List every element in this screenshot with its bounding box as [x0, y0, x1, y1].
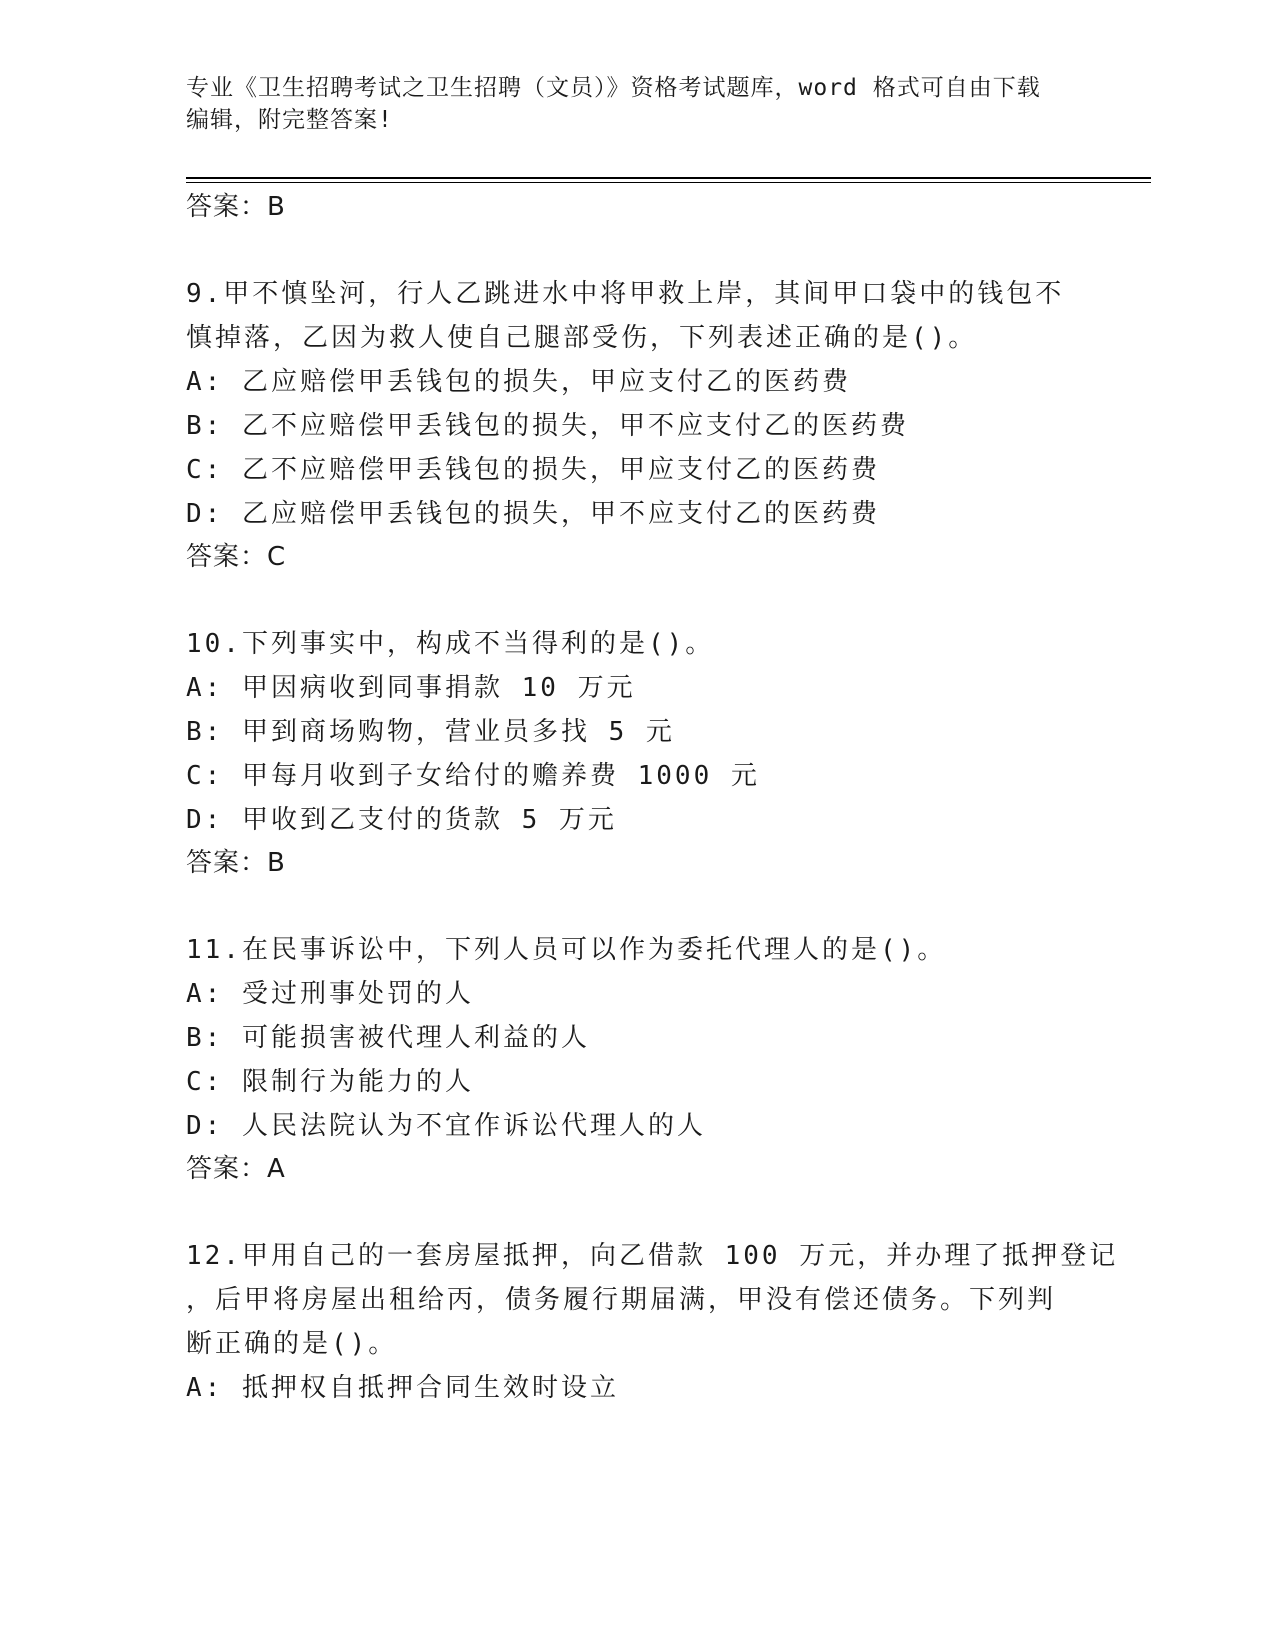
answer-previous: 答案：B — [186, 192, 286, 222]
header-rule-thin — [186, 182, 1151, 183]
answer: 答案：C — [186, 542, 287, 572]
header-rule-thick — [186, 177, 1151, 179]
header-line-1: 专业《卫生招聘考试之卫生招聘（文员）》资格考试题库，word 格式可自由下载 — [186, 75, 1041, 101]
option-c: C: 乙不应赔偿甲丢钱包的损失，甲应支付乙的医药费 — [186, 455, 880, 485]
option-a: A: 受过刑事处罚的人 — [186, 979, 474, 1009]
question-stem-line: ，后甲将房屋出租给丙，债务履行期届满，甲没有偿还债务。下列判 — [186, 1285, 1057, 1315]
page-header — [186, 72, 1086, 136]
option-d: D: 甲收到乙支付的货款 5 万元 — [186, 805, 617, 835]
option-a: A: 甲因病收到同事捐款 10 万元 — [186, 673, 636, 703]
question-stem-line: 10.下列事实中，构成不当得利的是()。 — [186, 629, 715, 659]
answer: 答案：B — [186, 848, 286, 878]
option-d: D: 人民法院认为不宜作诉讼代理人的人 — [186, 1111, 706, 1141]
option-d: D: 乙应赔偿甲丢钱包的损失，甲不应支付乙的医药费 — [186, 499, 880, 529]
question-stem-line: 9.甲不慎坠河，行人乙跳进水中将甲救上岸，其间甲口袋中的钱包不 — [186, 279, 1065, 309]
option-c: C: 限制行为能力的人 — [186, 1067, 474, 1097]
option-a: A: 乙应赔偿甲丢钱包的损失，甲应支付乙的医药费 — [186, 367, 851, 397]
option-b: B: 可能损害被代理人利益的人 — [186, 1023, 590, 1053]
option-c: C: 甲每月收到子女给付的赡养费 1000 元 — [186, 761, 760, 791]
question-stem-line: 12.甲用自己的一套房屋抵押，向乙借款 100 万元，并办理了抵押登记 — [186, 1241, 1119, 1271]
question-stem-line: 断正确的是()。 — [186, 1329, 398, 1359]
answer: 答案：A — [186, 1154, 286, 1184]
option-b: B: 甲到商场购物，营业员多找 5 元 — [186, 717, 675, 747]
header-line-2: 编辑，附完整答案! — [186, 107, 393, 133]
question-stem-line: 11.在民事诉讼中，下列人员可以作为委托代理人的是()。 — [186, 935, 947, 965]
option-b: B: 乙不应赔偿甲丢钱包的损失，甲不应支付乙的医药费 — [186, 411, 909, 441]
option-a: A: 抵押权自抵押合同生效时设立 — [186, 1373, 619, 1403]
question-stem-line: 慎掉落，乙因为救人使自己腿部受伤，下列表述正确的是()。 — [186, 323, 978, 353]
